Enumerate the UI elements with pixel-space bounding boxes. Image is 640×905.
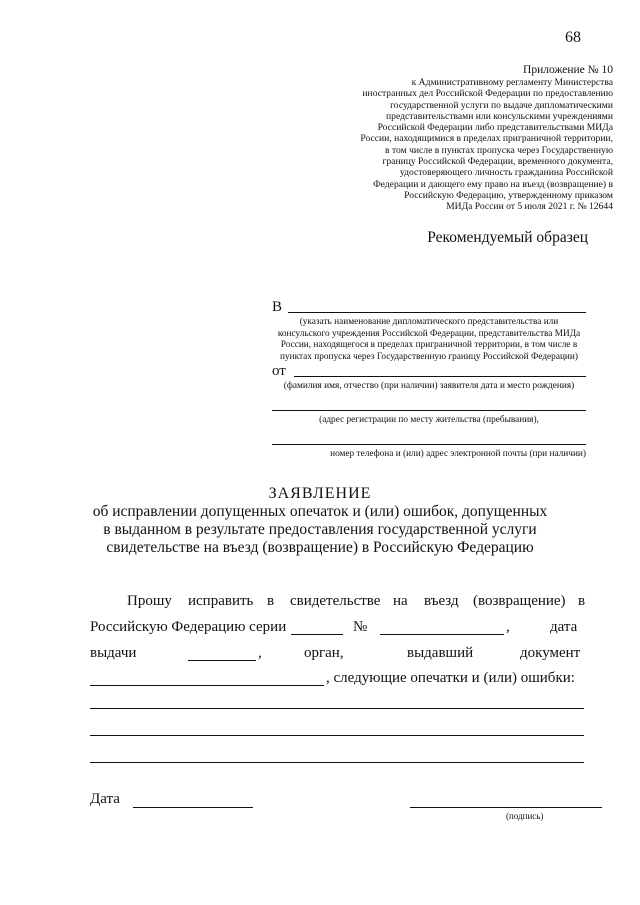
body-word: исправить [188,593,254,609]
from-label: от [272,363,286,379]
number-sign: № [353,619,368,635]
number-field[interactable] [380,634,504,635]
body-word: въезд [424,593,459,609]
from-field[interactable] [294,376,586,377]
title-heading: ЗАЯВЛЕНИЕ [268,485,372,502]
errors-field-1[interactable] [90,708,584,709]
appendix-line: Российской Федерации либо представительствами МИДа [377,122,613,134]
to-label: В [272,299,283,315]
to-note: (указать наименование дипломатического представительства или консульского учреждения Российской Федерации, представительства МИДа России, находящегося в пределах приграничной территории, в том числе в пунктах пропуска через Государственную границу Российской Федерации) [277,317,581,362]
issue-date-field[interactable] [188,660,256,661]
body-comma: , [506,619,510,635]
signature-date-field[interactable] [133,807,253,808]
document-title [60,485,580,557]
appendix-line: государственной услуги по выдаче дипломатическими [390,99,613,111]
appendix-line: в том числе в пунктах пропуска через Государственную [385,144,613,156]
date-label: Дата [90,791,120,807]
body-text: Российскую Федерацию серии [90,619,287,635]
from-note: (фамилия имя, отчество (при наличии) заявителя дата и место рождения) [283,381,575,391]
body-word: Прошу [127,593,172,609]
body-line-3 [90,645,584,665]
issuer-field[interactable] [90,685,324,686]
body-word: на [393,593,408,609]
appendix-line: границу Российской Федерации, временного документа, [382,156,613,168]
body-text: выдачи [90,645,137,661]
signature-field[interactable] [410,807,602,808]
appendix-number: Приложение № 10 [523,64,613,76]
page-number: 68 [565,29,581,46]
body-word: свидетельстве [290,593,381,609]
contact-note: номер телефона и (или) адрес электронной почты (при наличии) [330,449,586,459]
address-block [272,298,586,468]
title-line: свидетельстве на въезд (возвращение) в Российскую Федерацию [106,539,534,556]
errors-field-3[interactable] [90,762,584,763]
contact-field[interactable] [272,444,586,445]
body-text: , следующие опечатки и (или) ошибки: [326,670,575,686]
body-line-4 [90,670,584,690]
body-line-1 [90,593,584,613]
body-word: орган, [304,645,344,661]
body-word: документ [520,645,581,661]
sample-label: Рекомендуемый образец [427,229,588,246]
to-field[interactable] [288,312,586,313]
date-word: дата [550,619,578,635]
title-line: об исправлении допущенных опечаток и (или) ошибок, допущенных [92,503,548,520]
body-word: в [267,593,275,609]
signature-note: (подпись) [506,811,544,821]
appendix-line: удостоверяющего личность гражданина Российской [399,167,613,179]
body-comma: , [258,645,262,661]
appendix-line: МИДа России от 5 июля 2021 г. № 12644 [446,201,613,213]
appendix-line: к Административному регламенту Министерства [411,77,613,88]
residence-note: (адрес регистрации по месту жительства (пребывания), [319,415,539,425]
residence-field[interactable] [272,410,586,411]
body-line-2 [90,619,584,639]
appendix-line: Федерации и дающего ему право на въезд (возвращение) в [373,178,613,190]
appendix-line: иностранных дел Российской Федерации по предоставлению [362,88,613,100]
body-word: (возвращение) [473,593,566,609]
appendix-line: представительствами или консульскими учреждениями [386,110,613,122]
appendix-line: Российскую Федерацию, утвержденному приказом [404,189,613,201]
errors-field-2[interactable] [90,735,584,736]
title-line: в выданном в результате предоставления государственной услуги [103,521,537,538]
appendix-block [313,63,613,213]
body-word: в [578,593,586,609]
series-field[interactable] [291,634,343,635]
body-word: выдавший [407,645,474,661]
appendix-line: России, находящимися в пределах приграничной территории, [360,133,613,145]
